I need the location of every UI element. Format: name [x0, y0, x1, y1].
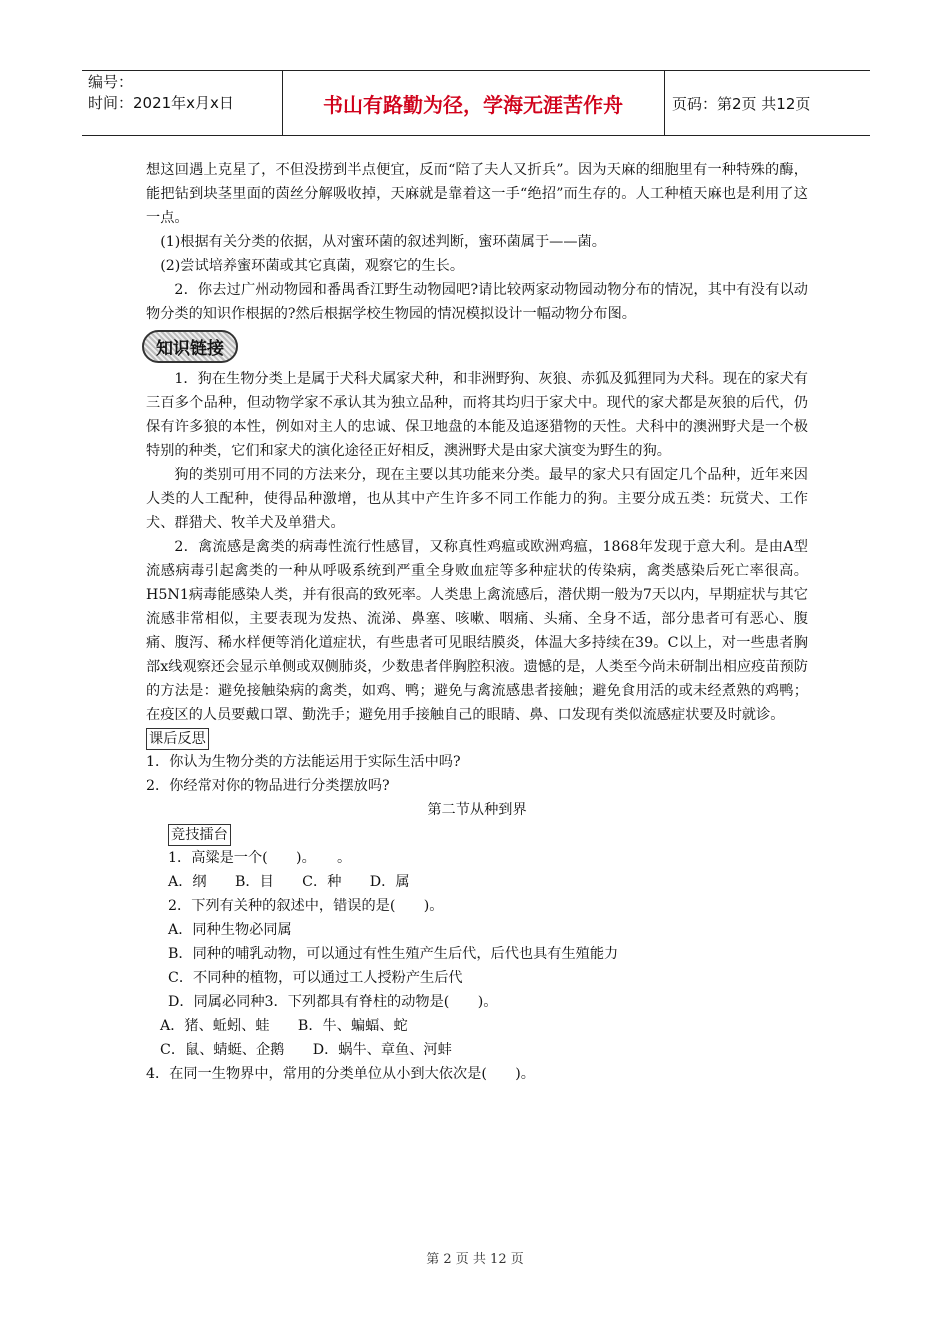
paragraph: 想这回遇上克星了，不但没捞到半点便宜，反而“陪了夫人又折兵”。因为天麻的细胞里有一种特殊的酶，能把钻到块茎里面的茵丝分解吸收掉，天麻就是靠着这一手“绝招”而生存的。人工种植天麻也是利用了这一点。 [146, 162, 808, 226]
knowledge-link-badge: 知识链接 [142, 330, 238, 363]
exercise-option: A．同种生物必同属 [168, 922, 292, 938]
page-header [82, 70, 870, 136]
exercise-option: D．同属必同种3．下列都具有脊柱的动物是( )。 [168, 994, 498, 1010]
question-item: (2)尝试培养蜜环菌或其它真菌，观察它的生长。 [160, 258, 465, 274]
paragraph: 2．禽流感是禽类的病毒性流行性感冒，又称真性鸡瘟或欧洲鸡瘟，1868年发现于意大利。是由A型流感病毒引起禽类的一种从呼吸系统到严重全身败血症等多种症状的传染病，禽类感染后死亡率很高。H5N1病毒能感染人类，并有很高的致死率。人类患上禽流感后，潜伏期一般为7天以内，早期症状与其它流感非常相似，主要表现为发热、流涕、鼻塞、咳嗽、咽痛、头痛、全身不适，部分患者可有恶心、腹痛、腹泻、稀水样便等消化道症状，有些患者可见眼结膜炎，体温大多持续在39。C以上，对一些患者胸部x线观察还会显示单侧或双侧肺炎，少数患者伴胸腔积液。遗憾的是，人类至今尚未研制出相应疫苗预防的方法是：避免接触染病的禽类，如鸡、鸭；避免与禽流感患者接触；避免食用活的或未经煮熟的鸡鸭；在疫区的人员要戴口罩、勤洗手；避免用手接触自己的眼睛、鼻、口发现有类似流感症状要及时就诊。 [146, 539, 808, 723]
page-footer: 第 2 页 共 12 页 [426, 1252, 524, 1267]
exercise-question: 2．下列有关种的叙述中，错误的是( )。 [168, 898, 444, 914]
question-item: (1)根据有关分类的依据，从对蜜环菌的叙述判断，蜜环菌属于——菌。 [160, 234, 606, 250]
exercise-option: C．不同种的植物，可以通过工人授粉产生后代 [168, 970, 463, 986]
exercise-options: A．纲 B．目 C．种 D．属 [168, 874, 410, 890]
exercise-options: C．鼠、蜻蜓、企鹅 D．蜗牛、章鱼、河蚌 [160, 1042, 452, 1058]
reflection-question: 1．你认为生物分类的方法能运用于实际生活中吗? [146, 754, 461, 770]
paragraph: 1．狗在生物分类上是属于犬科犬属家犬种，和非洲野狗、灰狼、赤狐及狐狸同为犬科。现在的家犬有三百多个品种，但动物学家不承认其为独立品种，而将其均归于家犬中。现代的家犬都是灰狼的后代，仍保有许多狼的本性，例如对主人的忠诚、保卫地盘的本能及追逐猎物的天性。犬科中的澳洲野犬是一个极特别的种类，它们和家犬的演化途径正好相反，澳洲野犬是由家犬演变为野生的狗。 [146, 371, 808, 459]
paragraph: 狗的类别可用不同的方法来分，现在主要以其功能来分类。最早的家犬只有固定几个品种，近年来因人类的人工配种，使得品种激增，也从其中产生许多不同工作能力的狗。主要分成五类：玩赏犬、工作犬、群猎犬、牧羊犬及单猎犬。 [146, 467, 808, 531]
document-body [146, 158, 808, 1086]
reflection-question: 2．你经常对你的物品进行分类摆放吗? [146, 778, 390, 794]
document-number: 编号： [88, 73, 134, 91]
exercise-options: A．猪、蚯蚓、蛙 B．牛、蝙蝠、蛇 [160, 1018, 408, 1034]
exercise-question: 1．高粱是一个( )。 。 [168, 850, 352, 866]
section-title: 第二节从种到界 [427, 802, 527, 818]
header-motto: 书山有路勤为径，学海无涯苦作舟 [323, 92, 623, 117]
header-meta [88, 72, 234, 114]
document-date: 时间：2021年x月x日 [88, 94, 234, 112]
reflection-heading: 课后反思 [146, 728, 209, 750]
question-item: 2．你去过广州动物园和番禺香江野生动物园吧?请比较两家动物园动物分布的情况，其中有没有以动物分类的知识作根据的?然后根据学校生物园的情况模拟设计一幅动物分布图。 [146, 282, 808, 322]
arena-heading: 竞技擂台 [168, 824, 231, 846]
exercise-option: B．同种的哺乳动物，可以通过有性生殖产生后代，后代也具有生殖能力 [168, 946, 619, 962]
exercise-question: 4．在同一生物界中，常用的分类单位从小到大依次是( )。 [146, 1066, 535, 1082]
header-page-number: 页码：第2页 共12页 [672, 94, 811, 113]
